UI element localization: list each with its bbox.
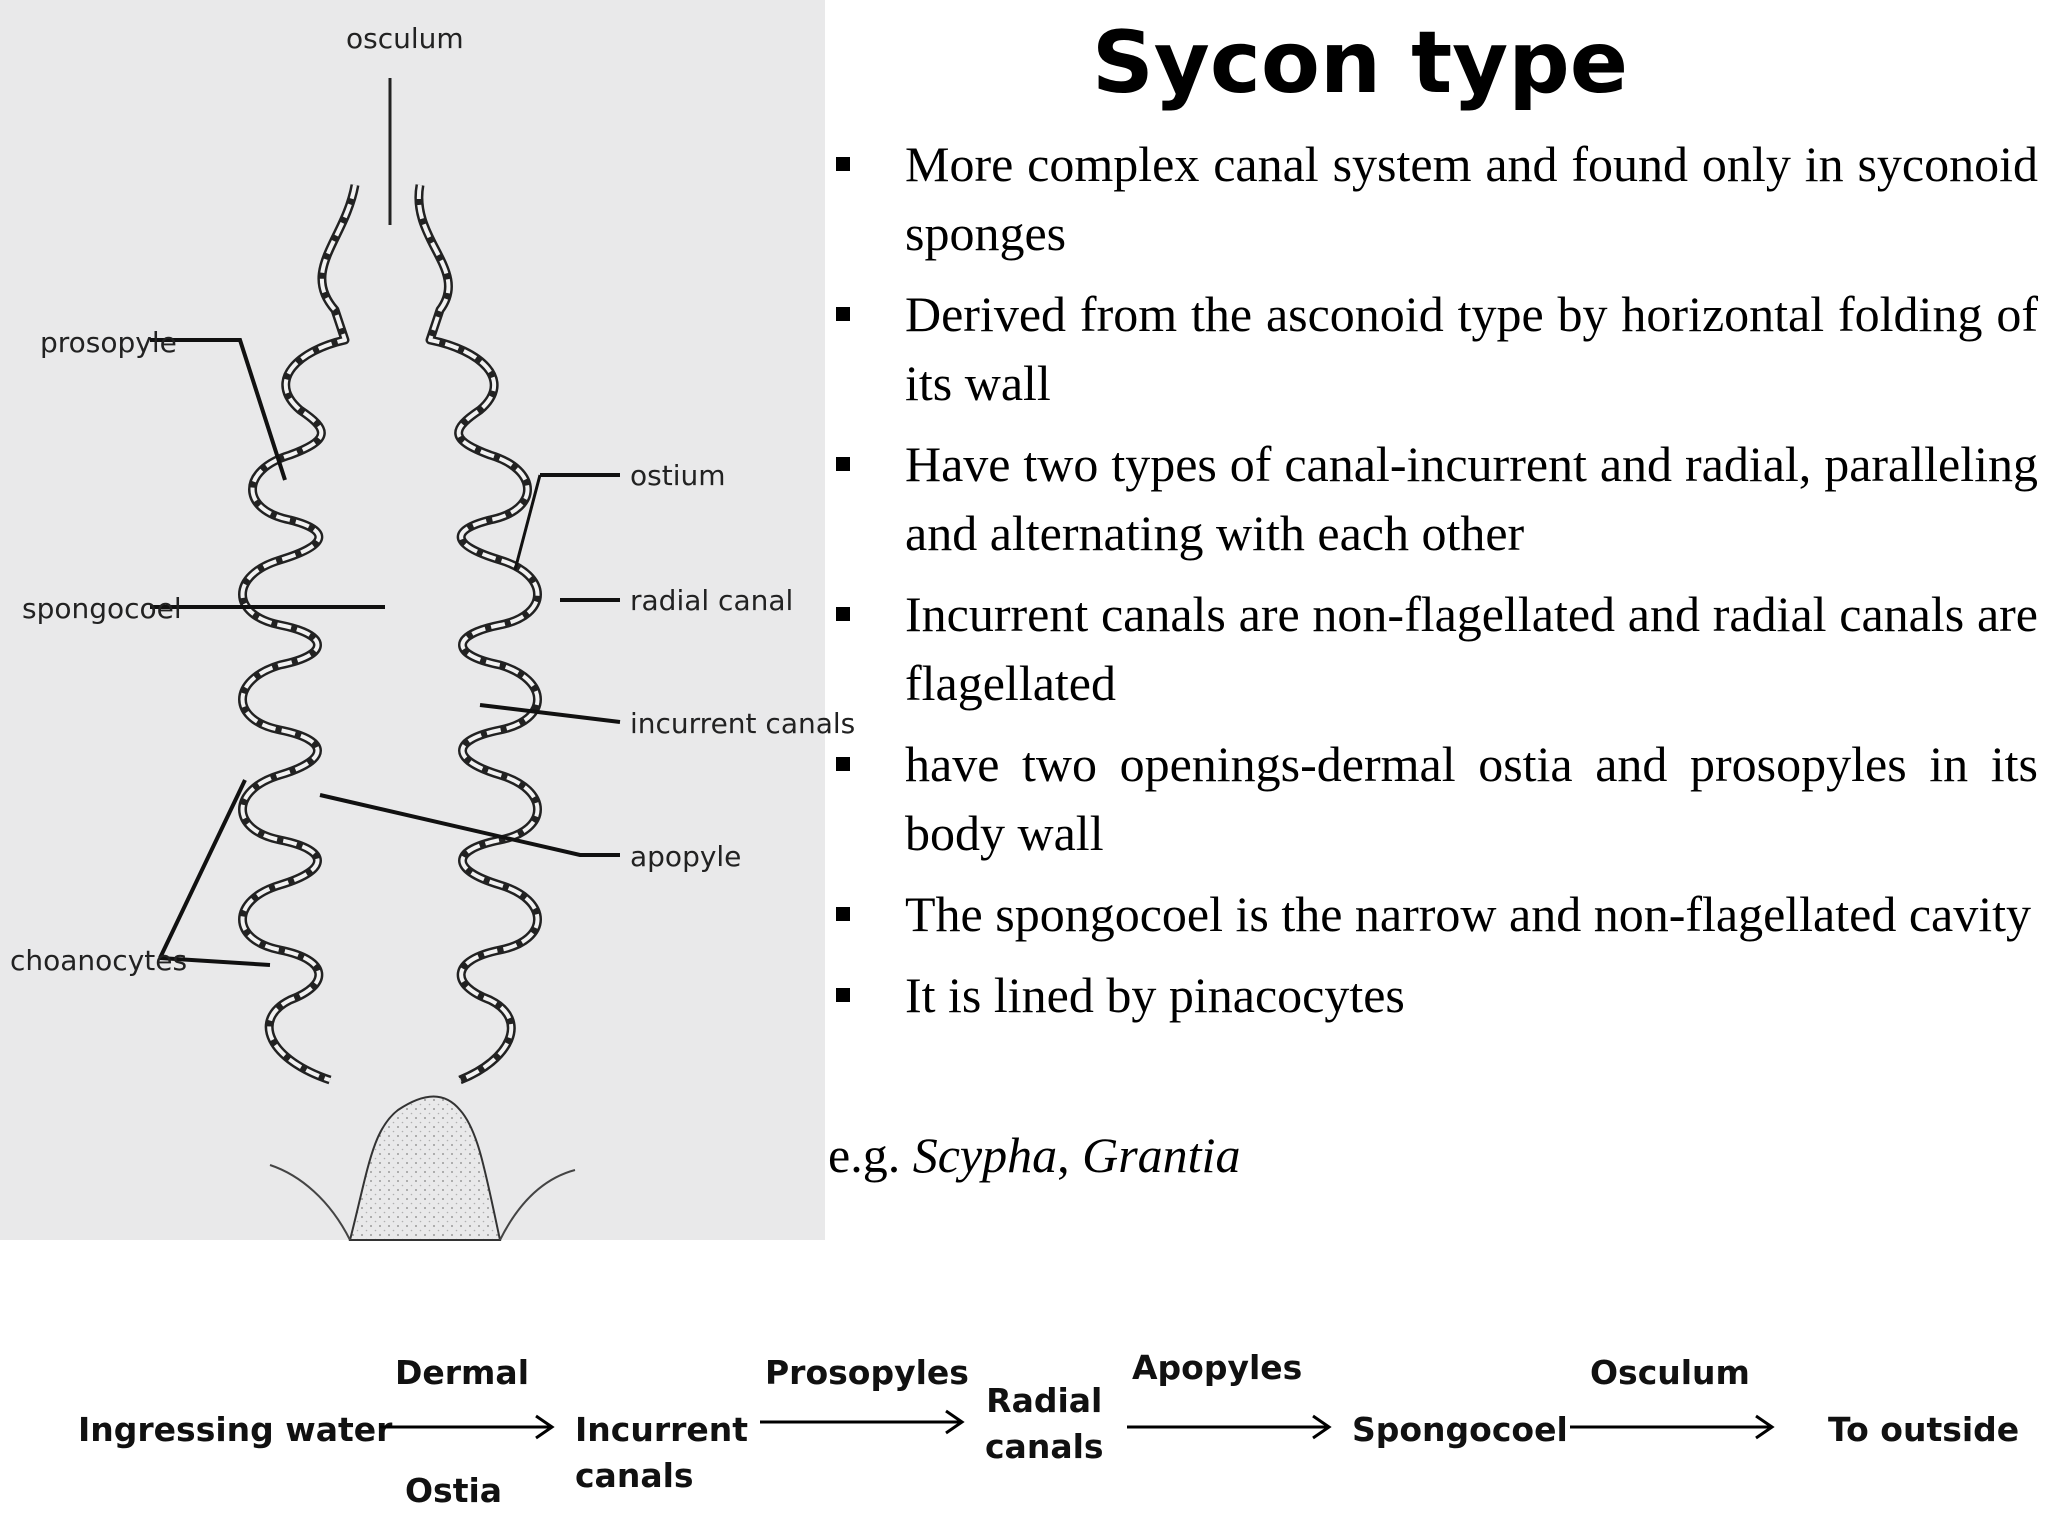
- flow-arrow-4: [1568, 1412, 1778, 1442]
- sycon-diagram: [0, 0, 856, 1240]
- flow-radial-canals: Radial canals: [985, 1381, 1104, 1466]
- flow-incurrent-canals: Incurrent canals: [575, 1410, 749, 1495]
- flow-ingressing-water: Ingressing water: [78, 1410, 393, 1449]
- label-ostium: ostium: [630, 459, 726, 492]
- label-spongocoel: spongocoel: [22, 592, 182, 625]
- sponge-base: [350, 1097, 500, 1241]
- label-prosopyle: prosopyle: [40, 326, 177, 359]
- bullet-square-icon: [836, 988, 850, 1002]
- label-incurrent-canals: incurrent canals: [630, 707, 856, 740]
- bullet-square-icon: [836, 607, 850, 621]
- bullet-square-icon: [836, 457, 850, 471]
- flow-to-outside: To outside: [1828, 1410, 2020, 1449]
- flow-arrow-2: [758, 1407, 968, 1437]
- water-flow-chart: [0, 1300, 2048, 1536]
- bullet-item: Derived from the asconoid type by horizontal folding of its wall: [828, 280, 2038, 418]
- bullet-item: The spongocoel is the narrow and non-flagellated cavity: [828, 880, 2038, 949]
- bullet-item: It is lined by pinacocytes: [828, 961, 2038, 1030]
- label-apopyle: apopyle: [630, 840, 742, 873]
- example-line: e.g. Scypha, Grantia: [828, 1127, 1241, 1183]
- flow-dermal-label: Dermal: [395, 1353, 530, 1392]
- flow-arrow-3: [1125, 1412, 1335, 1442]
- flow-osculum-label: Osculum: [1590, 1353, 1750, 1392]
- label-radial-canal: radial canal: [630, 584, 794, 617]
- bullet-square-icon: [836, 907, 850, 921]
- slide-title: Sycon type: [1091, 13, 1629, 113]
- flow-apopyles-label: Apopyles: [1132, 1348, 1303, 1387]
- flow-ostia-label: Ostia: [405, 1471, 503, 1510]
- bullet-item: Have two types of canal-incurrent and radial, paralleling and alternating with each other: [828, 430, 2038, 568]
- label-osculum: osculum: [346, 22, 464, 55]
- bullet-square-icon: [836, 157, 850, 171]
- sycon-diagram-svg: [0, 0, 856, 1240]
- example-genus-scypha: Scypha: [912, 1127, 1058, 1183]
- bullet-item: have two openings-dermal ostia and prosopyles in its body wall: [828, 730, 2038, 868]
- bullet-square-icon: [836, 757, 850, 771]
- example-genus-grantia: Grantia: [1082, 1127, 1241, 1183]
- bullet-item: More complex canal system and found only in syconoid sponges: [828, 130, 2038, 268]
- flow-prosopyles-label: Prosopyles: [765, 1353, 969, 1392]
- bullet-item: Incurrent canals are non-flagellated and radial canals are flagellated: [828, 580, 2038, 718]
- flow-spongocoel: Spongocoel: [1352, 1410, 1568, 1449]
- label-choanocytes: choanocytes: [10, 944, 188, 977]
- bullet-list: [828, 130, 2038, 1042]
- flow-arrow-1: [378, 1412, 558, 1442]
- bullet-square-icon: [836, 307, 850, 321]
